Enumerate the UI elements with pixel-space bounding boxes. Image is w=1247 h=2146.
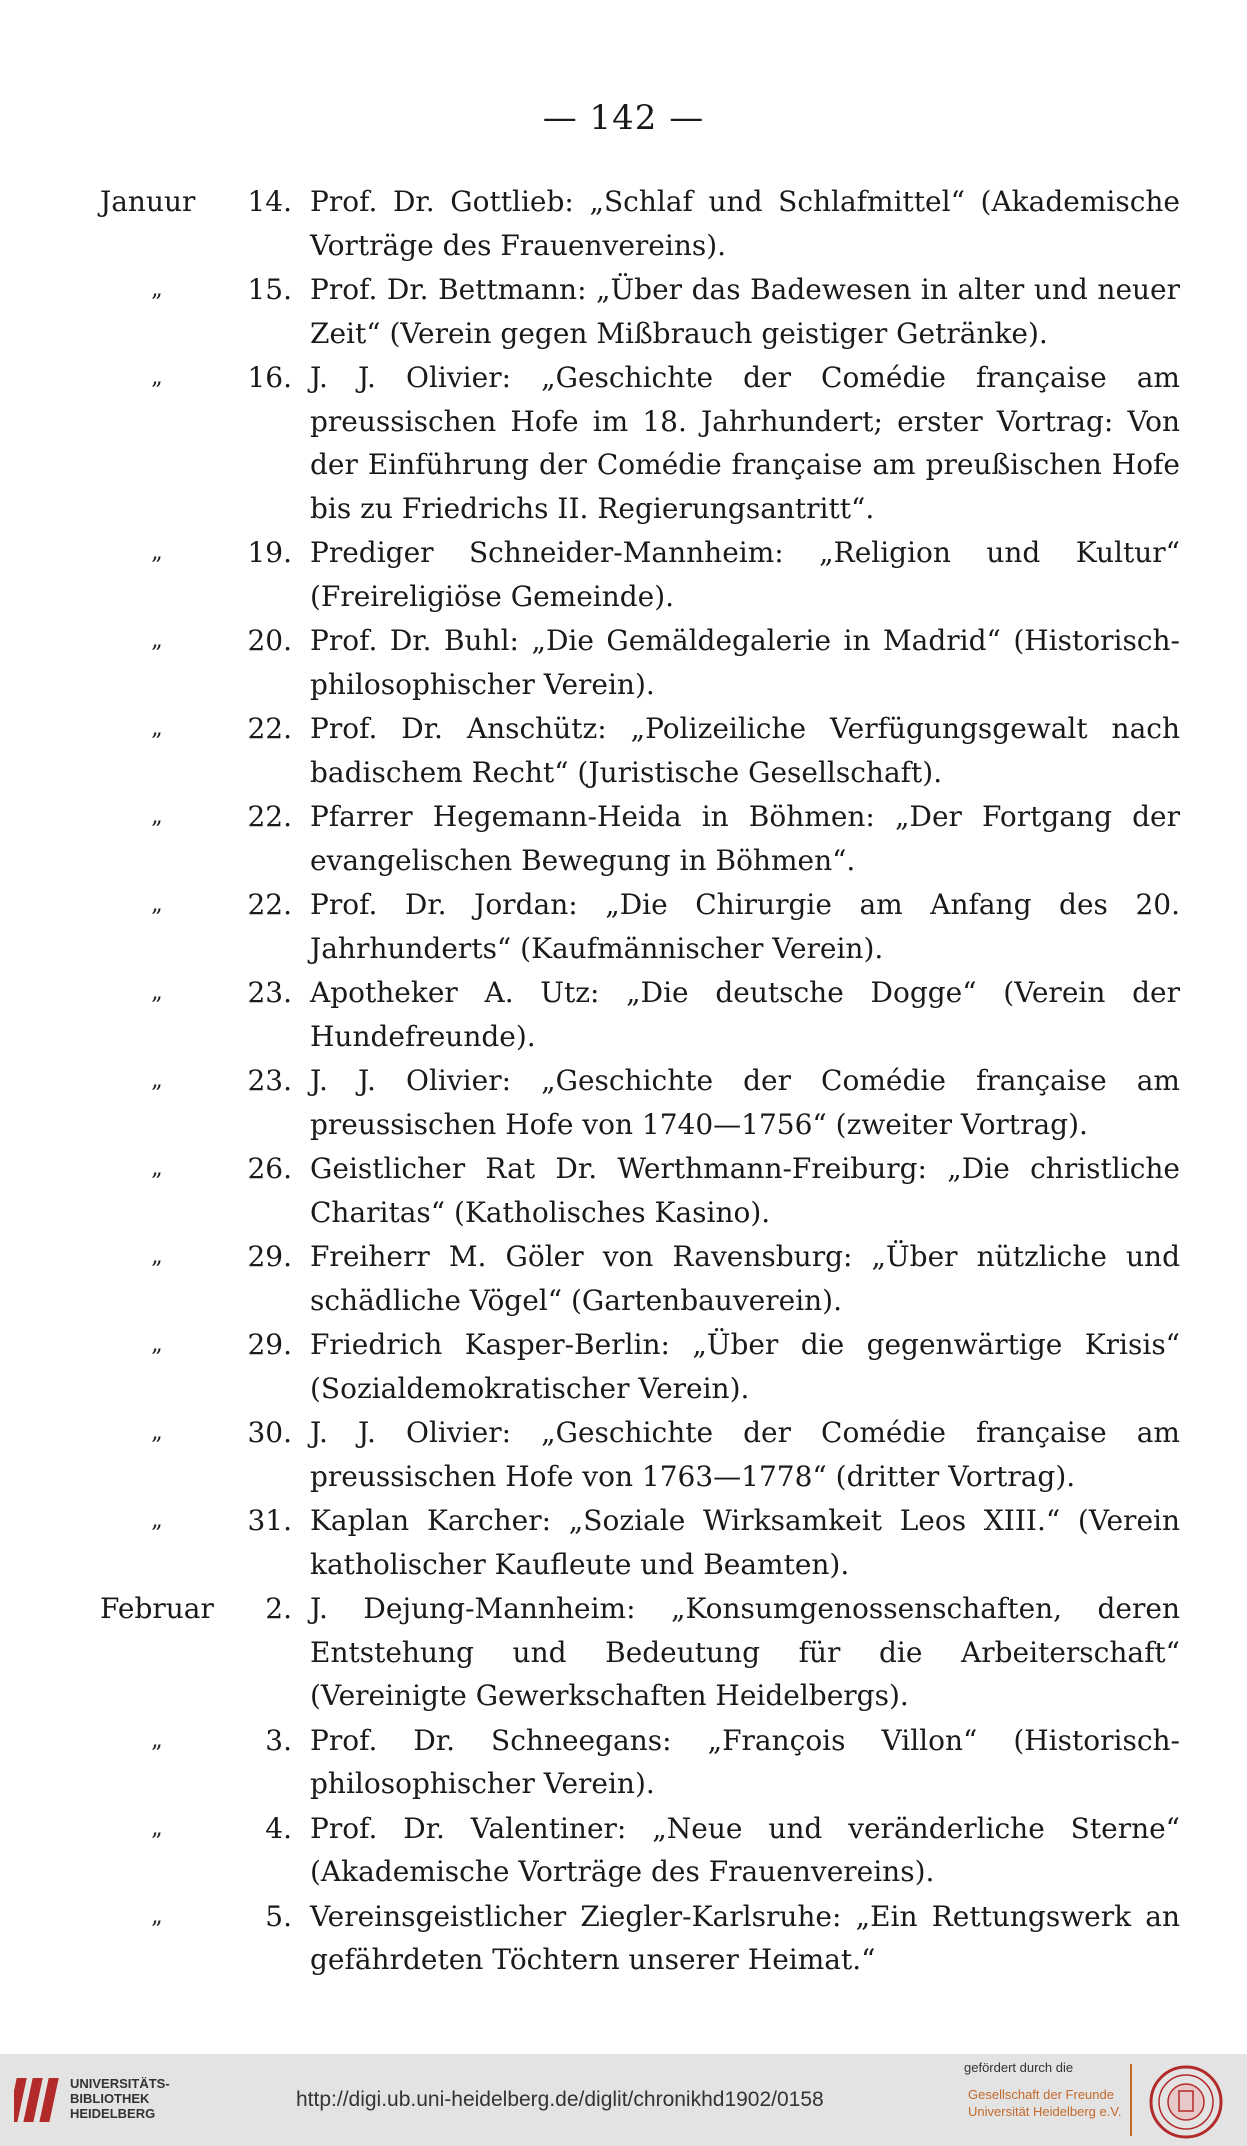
entry-day: 22. (247, 800, 292, 833)
footer-bar (0, 2054, 1247, 2146)
lecture-entry (100, 1147, 1180, 1234)
entry-day: 3. (265, 1723, 292, 1757)
entry-text: Prof. Dr. Gottlieb: „Schlaf und Schlafmittel“ (Akademische Vorträge des Frauenvereins). (310, 185, 1180, 262)
entry-day: 31. (247, 1504, 292, 1537)
entry-month: „ (151, 628, 163, 653)
entry-day: 29. (247, 1240, 292, 1273)
entry-text: J. J. Olivier: „Geschichte der Comédie française am preussischen Hofe im 18. Jahrhundert; erster Vortrag: Von der Einführung der Comédie française am preußischen Hofe bis zu Friedrichs II. Regierungsantritt“. (310, 361, 1180, 525)
entry-text: Freiherr M. Göler von Ravensburg: „Über nützliche und schädliche Vögel“ (Gartenbauverein). (310, 1240, 1180, 1317)
entry-month: „ (151, 1903, 163, 1929)
entry-text: Prof. Dr. Jordan: „Die Chirurgie am Anfang des 20. Jahrhunderts“ (Kaufmännischer Verein). (310, 888, 1180, 965)
lecture-entry (100, 268, 1180, 355)
lecture-entry (100, 1719, 1180, 1806)
entry-text: Pfarrer Hegemann-Heida in Böhmen: „Der Fortgang der evangelischen Bewegung in Böhmen“. (310, 800, 1180, 877)
entry-day: 23. (247, 1064, 292, 1097)
entry-day: 23. (247, 976, 292, 1009)
entry-text: Kaplan Karcher: „Soziale Wirksamkeit Leos XIII.“ (Verein katholischer Kaufleute und Beamten). (310, 1504, 1180, 1581)
entry-text: Prediger Schneider-Mannheim: „Religion und Kultur“ (Freireligiöse Gemeinde). (310, 536, 1180, 613)
lecture-entry (100, 1323, 1180, 1410)
library-name-line2: BIBLIOTHEK (70, 2091, 150, 2106)
library-name-line1: UNIVERSITÄTS- (70, 2076, 170, 2091)
lecture-entry (100, 619, 1180, 706)
entry-month: „ (151, 892, 163, 917)
entry-text: Geistlicher Rat Dr. Werthmann-Freiburg: „Die christliche Charitas“ (Katholisches Kasino). (310, 1152, 1180, 1229)
lecture-entry (100, 1895, 1180, 1982)
lecture-entry (100, 531, 1180, 618)
lecture-entry (100, 1411, 1180, 1498)
lecture-entry (100, 707, 1180, 794)
entry-text: Vereinsgeistlicher Ziegler-Karlsruhe: „Ein Rettungswerk an gefährdeten Töchtern unserer Heimat.“ (310, 1899, 1180, 1976)
entry-month: „ (151, 716, 163, 741)
society-name-line1: Gesellschaft der Freunde (968, 2087, 1114, 2102)
entry-month: Februar (100, 1592, 214, 1625)
entry-month: „ (151, 1332, 163, 1357)
entry-month: „ (151, 1420, 163, 1445)
footer-divider (1130, 2064, 1132, 2136)
lecture-entry (100, 1059, 1180, 1146)
entry-text: Apotheker A. Utz: „Die deutsche Dogge“ (Verein der Hundefreunde). (310, 976, 1180, 1053)
lecture-entry (100, 1807, 1180, 1894)
entry-text: Prof. Dr. Schneegans: „François Villon“ (Historisch-philosophischer Verein). (310, 1723, 1180, 1800)
entry-month: „ (151, 1815, 163, 1841)
entry-month: „ (151, 1727, 163, 1753)
entry-text: Prof. Dr. Buhl: „Die Gemäldegalerie in Madrid“ (Historisch-philosophischer Verein). (310, 624, 1180, 701)
university-seal-icon (1148, 2064, 1224, 2140)
entry-day: 20. (247, 624, 292, 657)
entry-month: „ (151, 980, 163, 1005)
page-number: — 142 — (542, 98, 705, 138)
entry-text: Prof. Dr. Valentiner: „Neue und veränderliche Sterne“ (Akademische Vorträge des Frauenvereins). (310, 1811, 1180, 1888)
entry-month: Januur (100, 185, 196, 218)
society-name-line2: Universität Heidelberg e.V. (968, 2104, 1122, 2119)
entry-day: 22. (247, 712, 292, 745)
library-name-line3: HEIDELBERG (70, 2106, 156, 2121)
library-logo-icon (14, 2072, 62, 2128)
funded-by-text: gefördert durch die (964, 2060, 1074, 2075)
lecture-entry (100, 1499, 1180, 1586)
entry-day: 19. (247, 536, 292, 569)
entry-day: 30. (247, 1416, 292, 1449)
library-name (70, 2076, 170, 2121)
society-name (968, 2086, 1121, 2120)
entry-text: J. J. Olivier: „Geschichte der Comédie française am preussischen Hofe von 1763—1778“ (dritter Vortrag). (310, 1416, 1180, 1493)
lecture-entry (100, 1587, 1180, 1718)
entry-month: „ (151, 1244, 163, 1269)
lecture-entry (100, 971, 1180, 1058)
lecture-entry (100, 180, 1180, 267)
entry-day: 15. (247, 273, 292, 306)
entry-day: 14. (247, 185, 292, 218)
entry-day: 22. (247, 888, 292, 921)
entry-text: Prof. Dr. Bettmann: „Über das Badewesen in alter und neuer Zeit“ (Verein gegen Mißbrauch geistiger Getränke). (310, 273, 1180, 350)
entry-text: J. Dejung-Mannheim: „Konsumgenossenschaften, deren Entstehung und Bedeutung für die Arbeiterschaft“ (Vereinigte Gewerkschaften Heidelbergs). (310, 1592, 1180, 1712)
permalink-url[interactable]: http://digi.ub.uni-heidelberg.de/diglit/chronikhd1902/0158 (296, 2088, 824, 2111)
entry-day: 4. (265, 1811, 292, 1845)
entry-month: „ (151, 540, 163, 565)
lecture-entry (100, 795, 1180, 882)
entry-text: Prof. Dr. Anschütz: „Polizeiliche Verfügungsgewalt nach badischem Recht“ (Juristische Gesellschaft). (310, 712, 1180, 789)
entry-text: J. J. Olivier: „Geschichte der Comédie française am preussischen Hofe von 1740—1756“ (zweiter Vortrag). (310, 1064, 1180, 1141)
entry-month: „ (151, 1068, 163, 1093)
entry-day: 26. (247, 1152, 292, 1185)
lecture-entry (100, 1235, 1180, 1322)
entry-day: 16. (247, 361, 292, 394)
entry-month: „ (151, 1156, 163, 1181)
lecture-entry (100, 356, 1180, 530)
entry-month: „ (151, 277, 163, 302)
entry-day: 2. (265, 1592, 292, 1625)
entry-month: „ (151, 365, 163, 390)
lecture-entry (100, 883, 1180, 970)
entry-text: Friedrich Kasper-Berlin: „Über die gegenwärtige Krisis“ (Sozialdemokratischer Verein). (310, 1328, 1180, 1405)
entry-month: „ (151, 804, 163, 829)
entry-month: „ (151, 1508, 163, 1533)
entry-day: 29. (247, 1328, 292, 1361)
entry-day: 5. (265, 1899, 292, 1933)
lecture-list (100, 180, 1180, 1983)
